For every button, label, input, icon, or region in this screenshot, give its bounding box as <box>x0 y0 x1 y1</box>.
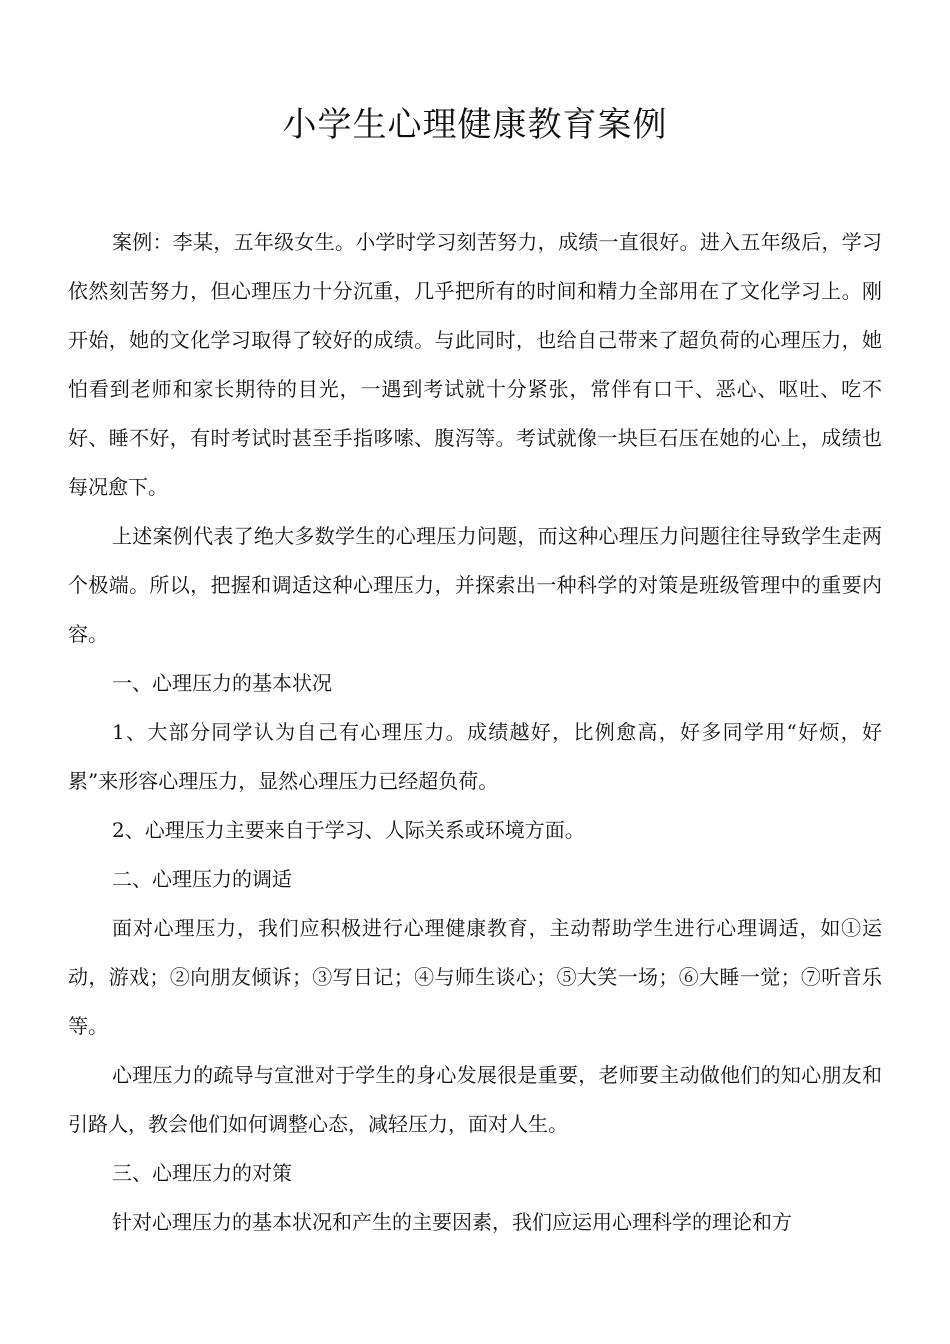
section-heading-3: 三、心理压力的对策 <box>112 1161 292 1185</box>
analysis-paragraph: 上述案例代表了绝大多数学生的心理压力问题，而这种心理压力问题往往导致学生走两个极端。所以，把握和调适这种心理压力，并探索出一种科学的对策是班级管理中的重要内容。 <box>68 524 882 646</box>
strategy-paragraph: 针对心理压力的基本状况和产生的主要因素，我们应运用心理科学的理论和方 <box>112 1210 792 1234</box>
adjustment-paragraph: 面对心理压力，我们应积极进行心理健康教育，主动帮助学生进行心理调适，如①运动，游戏；②向朋友倾诉；③写日记；④与师生谈心；⑤大笑一场；⑥大睡一觉；⑦听音乐等。 <box>68 916 882 1038</box>
list-item-2: 2、心理压力主要来自于学习、人际关系或环境方面。 <box>112 818 585 842</box>
document-title: 小学生心理健康教育案例 <box>282 105 668 145</box>
case-paragraph: 案例：李某，五年级女生。小学时学习刻苦努力，成绩一直很好。进入五年级后，学习依然刻苦努力，但心理压力十分沉重，几乎把所有的时间和精力全部用在了文化学习上。刚开始，她的文化学习取得了较好的成绩。与此同时，也给自己带来了超负荷的心理压力，她怕看到老师和家长期待的目光，一遇到考试就十分紧张，常伴有口干、恶心、呕吐、吃不好、睡不好，有时考试时甚至手指哆嗦、腹泻等。考试就像一块巨石压在她的心上，成绩也每况愈下。 <box>68 230 882 499</box>
section-heading-1: 一、心理压力的基本状况 <box>112 671 332 695</box>
document-body <box>68 218 882 1247</box>
guidance-paragraph: 心理压力的疏导与宣泄对于学生的身心发展很是重要，老师要主动做他们的知心朋友和引路人，教会他们如何调整心态，减轻压力，面对人生。 <box>68 1063 882 1136</box>
list-item-1: 1、大部分同学认为自己有心理压力。成绩越好，比例愈高，好多同学用“好烦，好累”来形容心理压力，显然心理压力已经超负荷。 <box>68 720 882 793</box>
section-heading-2: 二、心理压力的调适 <box>112 867 292 891</box>
